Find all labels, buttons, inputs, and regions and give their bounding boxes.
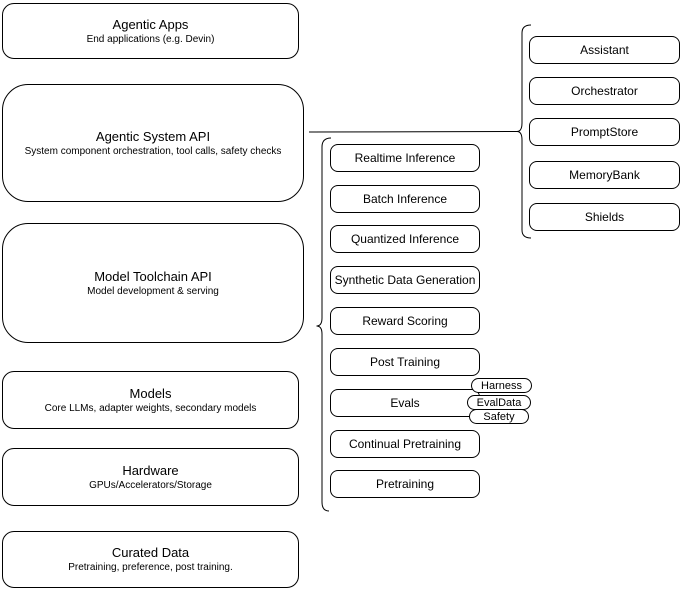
box-agentic-apps bbox=[2, 3, 299, 59]
service-box-continual-pretraining: Continual Pretraining bbox=[330, 430, 480, 458]
box-model-toolchain-api-subtitle: Model development & serving bbox=[87, 285, 219, 297]
box-hardware bbox=[2, 448, 299, 506]
badge-safety: Safety bbox=[469, 409, 529, 424]
service-box-post-training: Post Training bbox=[330, 348, 480, 376]
box-hardware-title: Hardware bbox=[122, 462, 179, 478]
component-box-orchestrator: Orchestrator bbox=[529, 77, 680, 105]
box-agentic-system-api-subtitle: System component orchestration, tool calls, safety checks bbox=[24, 145, 282, 157]
box-curated-data-title: Curated Data bbox=[111, 545, 190, 560]
box-models bbox=[2, 371, 299, 429]
box-agentic-apps-subtitle: End applications (e.g. Devin) bbox=[86, 33, 215, 45]
box-models-title: Models bbox=[129, 385, 172, 401]
box-agentic-apps-title: Agentic Apps bbox=[112, 16, 189, 32]
box-model-toolchain-api bbox=[2, 223, 304, 343]
service-box-realtime-inference: Realtime Inference bbox=[330, 144, 480, 172]
component-box-shields: Shields bbox=[529, 203, 680, 231]
box-curated-data-subtitle: Pretraining, preference, post training. bbox=[68, 562, 233, 573]
service-box-reward-scoring: Reward Scoring bbox=[330, 307, 480, 335]
box-model-toolchain-api-title: Model Toolchain API bbox=[94, 268, 212, 284]
component-box-memorybank: MemoryBank bbox=[529, 161, 680, 189]
system-api-to-brace-line bbox=[309, 132, 517, 133]
toolchain-services-curly-brace bbox=[317, 138, 332, 511]
box-models-subtitle: Core LLMs, adapter weights, secondary models bbox=[44, 402, 257, 414]
component-box-promptstore: PromptStore bbox=[529, 118, 680, 146]
service-box-pretraining: Pretraining bbox=[330, 470, 480, 498]
service-box-batch-inference: Batch Inference bbox=[330, 185, 480, 213]
service-box-evals: Evals bbox=[330, 389, 480, 417]
box-agentic-system-api bbox=[2, 84, 304, 202]
component-box-assistant: Assistant bbox=[529, 36, 680, 64]
badge-evaldata: EvalData bbox=[467, 395, 531, 410]
badge-harness: Harness bbox=[471, 378, 532, 393]
service-box-synthetic-data-generation: Synthetic Data Generation bbox=[330, 266, 480, 294]
box-hardware-subtitle: GPUs/Accelerators/Storage bbox=[89, 479, 212, 491]
box-curated-data bbox=[2, 531, 299, 588]
service-box-quantized-inference: Quantized Inference bbox=[330, 225, 480, 253]
box-agentic-system-api-title: Agentic System API bbox=[95, 128, 211, 144]
